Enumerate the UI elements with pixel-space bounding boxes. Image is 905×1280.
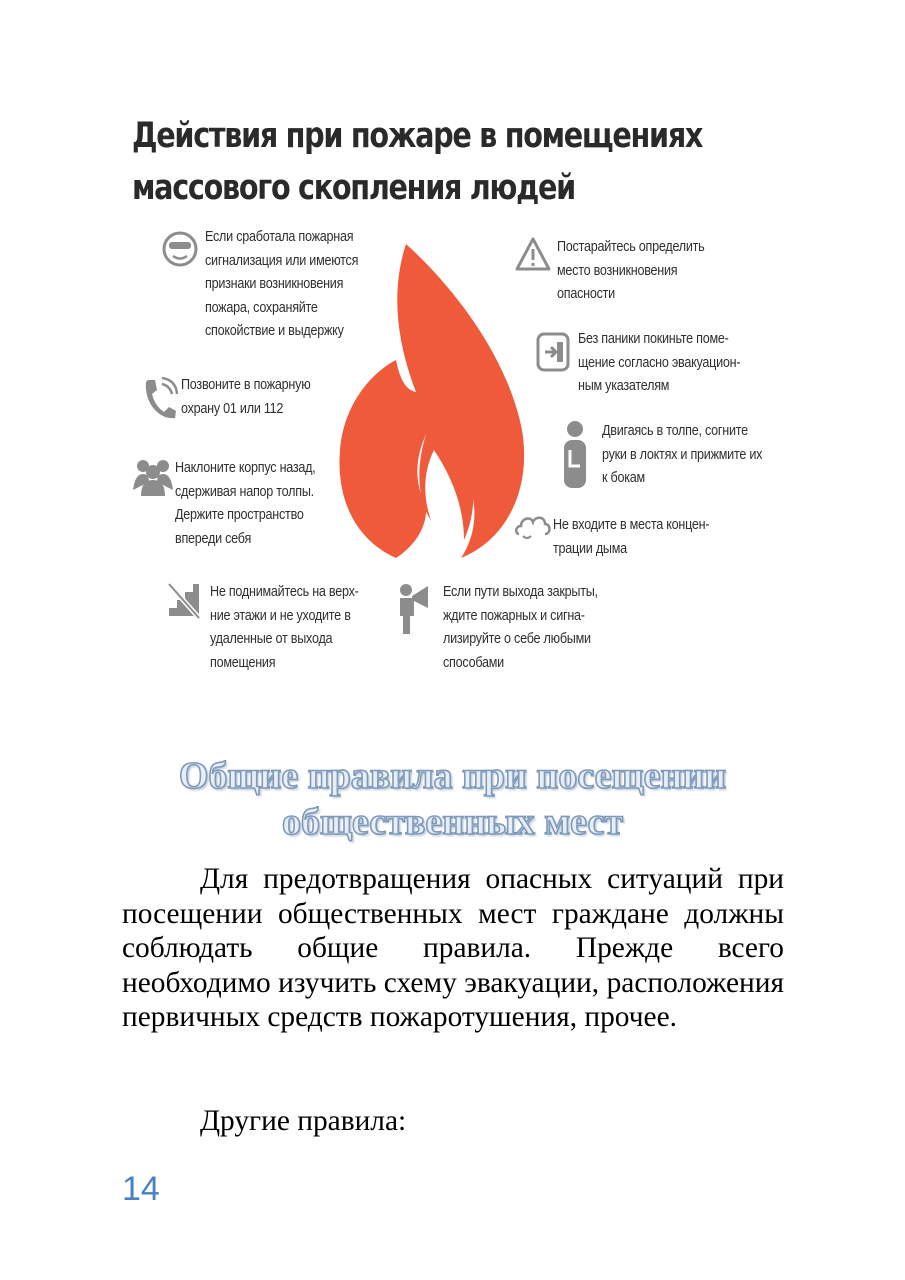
tip-line: ждите пожарных и сигна-	[443, 606, 585, 624]
no-stairs-up-icon	[167, 582, 201, 620]
infographic-title-line-2: массового скопления людей	[132, 168, 575, 208]
tip-evacuate	[578, 327, 740, 398]
exit-sign-icon	[536, 332, 570, 372]
tip-call	[181, 373, 310, 420]
tip-crowd	[175, 456, 316, 550]
megaphone-person-icon	[398, 582, 434, 634]
person-elbows-icon	[560, 420, 590, 490]
smoke-cloud-icon	[515, 514, 551, 540]
tip-line: удаленные от выхода	[210, 630, 333, 647]
tip-line: сигнализация или имеются	[205, 251, 359, 269]
tip-line: Постарайтесь определить	[557, 238, 705, 255]
tip-line: опасности	[557, 285, 615, 302]
tip-line: пожара, сохраняйте	[205, 298, 318, 316]
tip-line: щение согласно эвакуацион-	[578, 353, 741, 371]
tip-no-upstairs	[210, 580, 359, 674]
flame-icon	[336, 240, 530, 560]
tip-line: Если сработала пожарная	[205, 228, 354, 245]
tip-line: помещения	[210, 653, 276, 671]
tip-line: руки в локтях и прижмите их	[602, 445, 763, 463]
tip-line: к бокам	[602, 469, 645, 486]
page-number: 14	[122, 1170, 160, 1208]
tip-line: место возникновения	[557, 261, 678, 279]
tip-line: способами	[443, 653, 504, 671]
tip-line: Наклоните корпус назад,	[175, 459, 316, 476]
tip-line: лизируйте о себе любыми	[443, 630, 591, 647]
phone-icon	[140, 376, 178, 420]
calm-face-icon	[162, 229, 198, 269]
infographic-title	[132, 110, 703, 214]
tip-line: Держите пространство	[175, 506, 304, 523]
tip-smoke	[553, 513, 709, 560]
section-title	[0, 753, 905, 845]
infographic-title-line-1: Действия при пожаре в помещениях	[132, 116, 703, 156]
tip-line: спокойствие и выдержку	[205, 322, 344, 339]
tip-line: ние этажи и не уходите в	[210, 606, 351, 624]
tip-line: Двигаясь в толпе, согните	[602, 422, 748, 439]
tip-calm	[205, 225, 358, 343]
warning-triangle-icon	[515, 236, 551, 272]
crowd-icon	[133, 456, 173, 496]
tip-line: охрану 01 или 112	[181, 399, 284, 417]
tip-line: признаки возникновения	[205, 275, 344, 292]
tip-arms	[602, 419, 762, 490]
tip-line: Не входите в места концен-	[553, 516, 710, 533]
body-paragraph: Для предотвращения опасных ситуаций при посещении общественных мест граждане должны соблюдать общие правила. Прежде всего необходимо изучить схему эвакуации, расположения первичных средств пожаротушения, прочее.	[122, 863, 784, 1033]
tip-line: Если пути выхода закрыты,	[443, 583, 598, 600]
tip-line: Без паники покиньте поме-	[578, 330, 729, 347]
tip-line: впереди себя	[175, 529, 252, 547]
tip-locate-danger	[557, 235, 704, 306]
tip-line: Позвоните в пожарную	[181, 376, 311, 393]
tip-signal	[443, 580, 598, 674]
other-rules-label: Другие правила:	[200, 1105, 407, 1137]
section-title-line-2: общественных мест	[281, 801, 624, 843]
tip-line: сдерживая напор толпы.	[175, 482, 314, 500]
tip-line: Не поднимайтесь на верх-	[210, 583, 359, 600]
section-title-line-1: Общие правила при посещении	[178, 755, 727, 797]
tip-line: ным указателям	[578, 377, 670, 394]
tip-line: трации дыма	[553, 539, 627, 557]
